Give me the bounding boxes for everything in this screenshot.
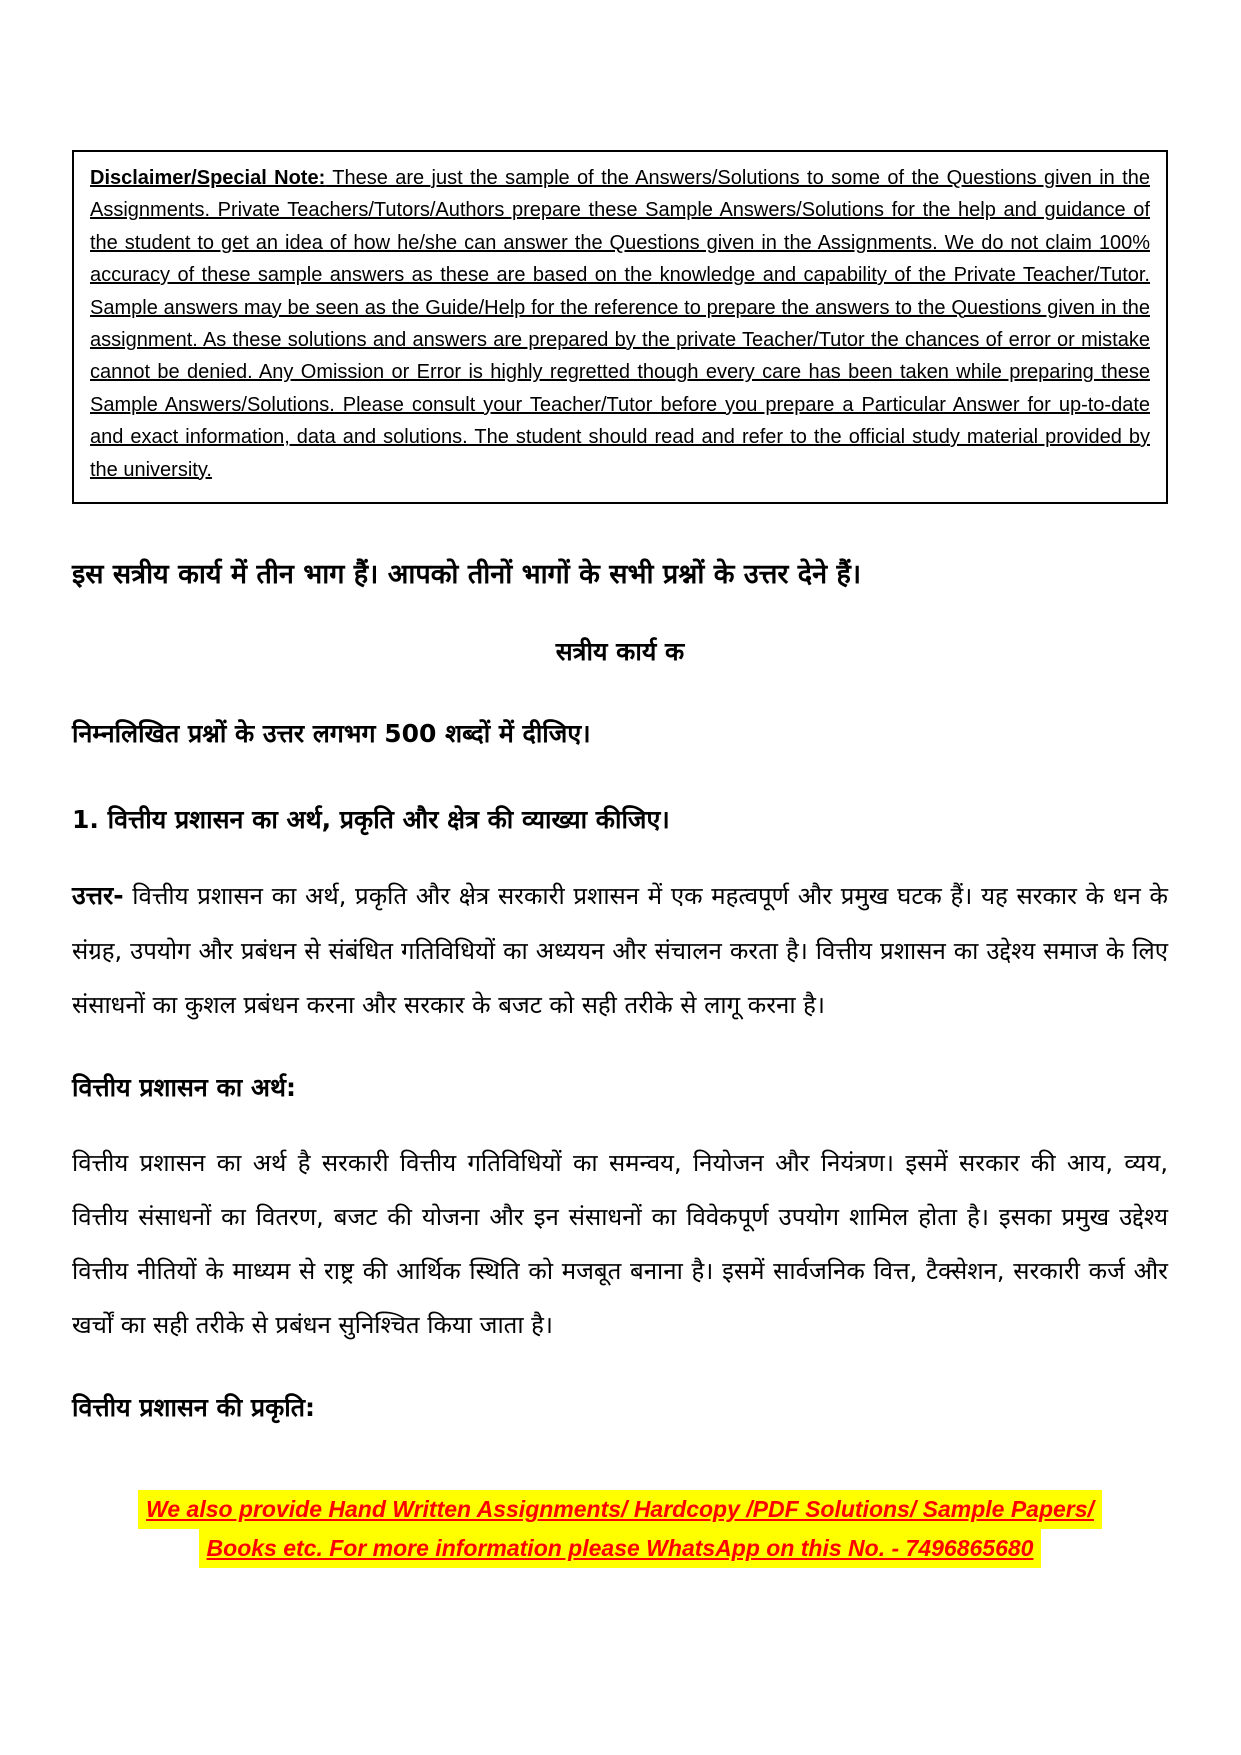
disclaimer-text xyxy=(90,162,1150,486)
footer-row-1 xyxy=(72,1490,1168,1529)
footer-line-2: Books etc. For more information please WhatsApp on this No. - 7496865680 xyxy=(199,1529,1042,1568)
footer-banner xyxy=(72,1490,1168,1568)
question-number: 1. xyxy=(72,805,99,834)
disclaimer-body: These are just the sample of the Answers/Solutions to some of the Questions given in the Assignments. Private Teachers/Tutors/Authors prepare these Sample Answers/Solutions for the help and guidance of the student to get an idea of how he/she can answer the Questions given in the Assignments. We do not claim 100% accuracy of these sample answers as these are based on the knowledge and capability of the Private Teacher/Tutor. Sample answers may be seen as the Guide/Help for the reference to prepare the answers to the Questions given in the assignment. As these solutions and answers are prepared by the private Teacher/Tutor the chances of error or mistake cannot be denied. Any Omission or Error is highly regretted though every care has been taken while preparing these Sample Answers/Solutions. Please consult your Teacher/Tutor before you prepare a Particular Answer for up-to-date and exact information, data and solutions. The student should read and refer to the official study material provided by the university. xyxy=(90,167,1150,481)
section-instruction: निम्नलिखित प्रश्नों के उत्तर लगभग 500 शब्दों में दीजिए। xyxy=(72,719,591,748)
subheading-meaning: वित्तीय प्रशासन का अर्थ: xyxy=(72,1073,296,1103)
paragraph-meaning: वित्तीय प्रशासन का अर्थ है सरकारी वित्तीय गतिविधियों का समन्वय, नियोजन और नियंत्रण। इसमें सरकार की आय, व्यय, वित्तीय संसाधनों का वितरण, बजट की योजना और इन संसाधनों का विवेकपूर्ण उपयोग शामिल होता है। इसका प्रमुख उद्देश्य वित्तीय नीतियों के माध्यम से राष्ट्र की आर्थिक स्थिति को मजबूत बनाना है। इसमें सार्वजनिक वित्त, टैक्सेशन, सरकारी कर्ज और खर्चों का सही तरीके से प्रबंधन सुनिश्चित किया जाता है। xyxy=(72,1149,1168,1340)
disclaimer-label: Disclaimer/Special Note: xyxy=(90,167,326,189)
footer-row-2 xyxy=(72,1529,1168,1568)
disclaimer-box xyxy=(72,150,1168,504)
answer-intro-paragraph xyxy=(72,868,1168,1032)
answer-prefix: उत्तर- xyxy=(72,881,124,910)
subheading-nature: वित्तीय प्रशासन की प्रकृति: xyxy=(72,1393,316,1423)
intro-instruction: इस सत्रीय कार्य में तीन भाग हैं। आपको तीनों भागों के सभी प्रश्नों के उत्तर देने हैं। xyxy=(72,558,862,590)
question-text: वित्तीय प्रशासन का अर्थ, प्रकृति और क्षेत्र की व्याख्या कीजिए। xyxy=(107,805,670,834)
question-1 xyxy=(72,800,1168,840)
footer-line-1: We also provide Hand Written Assignments/ Hardcopy /PDF Solutions/ Sample Papers/ xyxy=(138,1490,1102,1529)
answer-intro-text: वित्तीय प्रशासन का अर्थ, प्रकृति और क्षेत्र सरकारी प्रशासन में एक महत्वपूर्ण और प्रमुख घटक हैं। यह सरकार के धन के संग्रह, उपयोग और प्रबंधन से संबंधित गतिविधियों का अध्ययन और संचालन करता है। वित्तीय प्रशासन का उद्देश्य समाज के लिए संसाधनों का कुशल प्रबंधन करना और सरकार के बजट को सही तरीके से लागू करना है। xyxy=(72,882,1168,1020)
section-title: सत्रीय कार्य क xyxy=(555,637,685,666)
